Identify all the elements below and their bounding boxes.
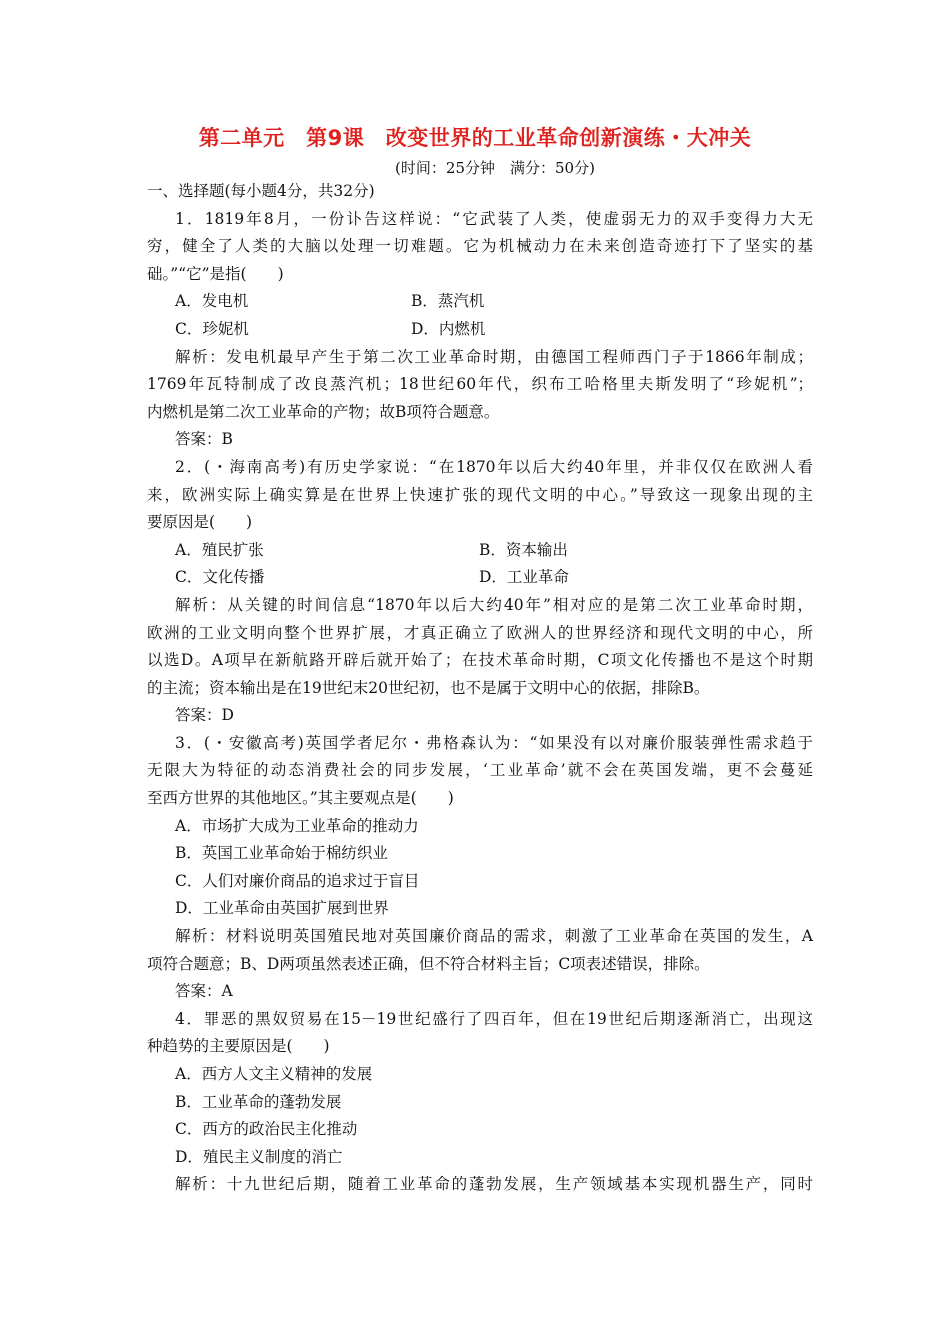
question-stem-line: 础。”“它”是指( ): [147, 264, 284, 283]
question-3: [147, 730, 813, 1006]
option-b: B．资本输出: [479, 540, 568, 559]
option-a: A．发电机: [175, 292, 249, 311]
question-stem-line: 4．罪恶的黑奴贸易在15－19世纪盛行了四百年，但在19世纪后期逐渐消亡，出现这: [175, 1009, 813, 1028]
analysis-line: 解析：从关键的时间信息“1870年以后大约40年”相对应的是第二次工业革命时期，: [175, 595, 813, 614]
question-stem-line: 1．1819年8月，一份讣告这样说：“它武装了人类，使虚弱无力的双手变得力大无: [175, 209, 813, 228]
option-d: D．工业革命: [479, 568, 569, 587]
option-c: C．西方的政治民主化推动: [175, 1120, 358, 1139]
question-stem-line: 种趋势的主要原因是( ): [147, 1037, 330, 1056]
analysis-line: 的主流；资本输出是在19世纪末20世纪初，也不是属于文明中心的依据，排除B。: [147, 678, 710, 697]
analysis-line: 1769年瓦特制成了改良蒸汽机；18世纪60年代，织布工哈格里夫斯发明了“珍妮机”；: [147, 375, 813, 394]
option-row: [147, 537, 813, 565]
question-stem-line: 来，欧洲实际上确实算是在世界上快速扩张的现代文明的中心。”导致这一现象出现的主: [147, 485, 813, 504]
question-stem-line: 2．(・海南高考)有历史学家说：“在1870年以后大约40年里，并非仅仅在欧洲人看: [175, 457, 813, 476]
option-a: A．西方人文主义精神的发展: [175, 1065, 373, 1083]
option-row: [147, 564, 813, 592]
analysis-line: 解析：材料说明英国殖民地对英国廉价商品的需求，刺激了工业革命在英国的发生，A: [175, 927, 813, 946]
option-b: B．英国工业革命始于棉纺织业: [175, 844, 388, 863]
option-c: C．人们对廉价商品的追求过于盲目: [175, 871, 420, 890]
analysis-line: 内燃机是第二次工业革命的产物；故B项符合题意。: [147, 402, 500, 421]
analysis-line: 以选D。A项早在新航路开辟后就开始了；在技术革命时期，C项文化传播也不是这个时期: [147, 651, 813, 670]
question-stem-line: 无限大为特征的动态消费社会的同步发展，‘工业革命’就不会在英国发端，更不会蔓延: [147, 761, 813, 780]
analysis-line: 解析：发电机最早产生于第二次工业革命时期，由德国工程师西门子于1866年制成；: [175, 347, 813, 366]
question-stem-line: 3．(・安徽高考)英国学者尼尔・弗格森认为：“如果没有以对廉价服装弹性需求趋于: [175, 733, 813, 752]
option-b: B．工业革命的蓬勃发展: [175, 1092, 342, 1111]
document-body: [147, 178, 813, 1199]
question-stem-line: 至西方世界的其他地区。”其主要观点是( ): [147, 789, 454, 808]
analysis-line: 欧洲的工业文明向整个世界扩展，才真正确立了欧洲人的世界经济和现代文明的中心，所: [147, 623, 813, 642]
answer: 答案：A: [175, 982, 233, 1001]
question-4: [147, 1006, 813, 1199]
answer: 答案：B: [175, 430, 233, 449]
page-subtitle: (时间：25分钟 满分：50分): [395, 159, 595, 177]
option-row: [147, 288, 813, 316]
option-a: A．市场扩大成为工业革命的推动力: [175, 816, 419, 835]
analysis-line: 解析：十九世纪后期，随着工业革命的蓬勃发展，生产领域基本实现机器生产，同时: [175, 1175, 813, 1194]
question-1: [147, 206, 813, 454]
question-stem-line: 穷，健全了人类的大脑以处理一切难题。它为机械动力在未来创造奇迹打下了坚实的基: [147, 237, 813, 256]
section-heading: 一、选择题(每小题4分，共32分): [147, 182, 375, 200]
option-a: A．殖民扩张: [175, 540, 264, 559]
option-c: C．文化传播: [175, 568, 265, 587]
page-title: 第二单元 第9课 改变世界的工业革命创新演练・大冲关: [198, 126, 752, 150]
option-d: D．殖民主义制度的消亡: [175, 1147, 343, 1166]
option-d: D．工业革命由英国扩展到世界: [175, 899, 389, 918]
option-c: C．珍妮机: [175, 319, 249, 338]
answer: 答案：D: [175, 706, 234, 725]
option-d: D．内燃机: [411, 319, 486, 338]
question-stem-line: 要原因是( ): [147, 513, 253, 532]
option-row: [147, 316, 813, 344]
question-2: [147, 454, 813, 730]
option-b: B．蒸汽机: [411, 292, 485, 311]
analysis-line: 项符合题意；B、D两项虽然表述正确，但不符合材料主旨；C项表述错误，排除。: [147, 954, 710, 973]
